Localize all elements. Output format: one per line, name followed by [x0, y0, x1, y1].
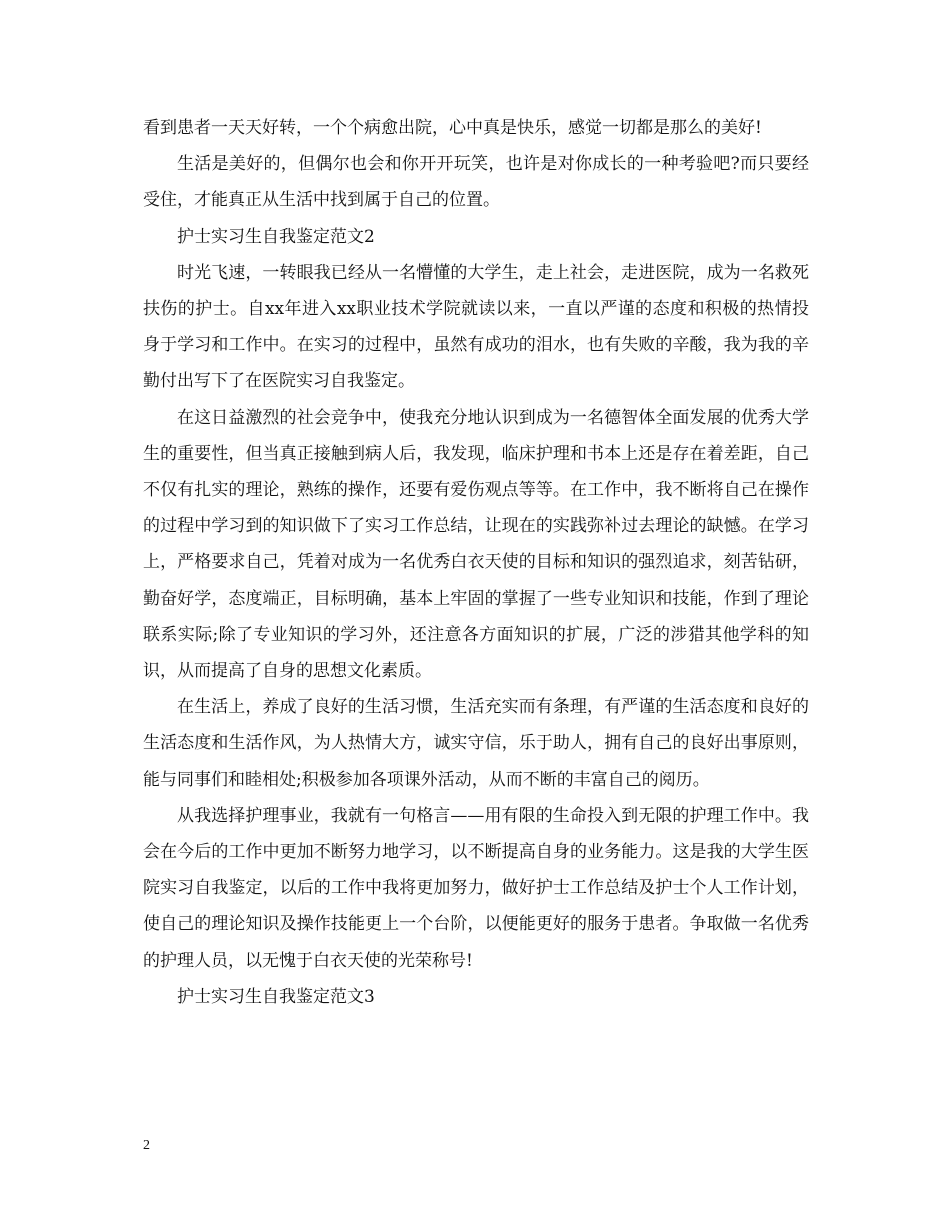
document-body — [143, 110, 809, 1015]
paragraph: 从我选择护理事业，我就有一句格言——用有限的生命投入到无限的护理工作中。我会在今后的工作中更加不断努力地学习，以不断提高自身的业务能力。这是我的大学生医院实习自我鉴定，以后的工作中我将更加努力，做好护士工作总结及护士个人工作计划，使自己的理论知识及操作技能更上一个台阶，以便能更好的服务于患者。争取做一名优秀的护理人员，以无愧于白衣天使的光荣称号! — [143, 805, 809, 971]
paragraph: 看到患者一天天好转，一个个病愈出院，心中真是快乐，感觉一切都是那么的美好! — [143, 118, 762, 138]
section-heading: 护士实习生自我鉴定范文2 — [177, 226, 375, 247]
paragraph: 在这日益激烈的社会竞争中，使我充分地认识到成为一名德智体全面发展的优秀大学生的重要性，但当真正接触到病人后，我发现，临床护理和书本上还是存在着差距，自己不仅有扎实的理论，熟练的操作，还要有爱伤观点等等。在工作中，我不断将自己在操作的过程中学习到的知识做下了实习工作总结，让现在的实践弥补过去理论的缺憾。在学习上，严格要求自己，凭着对成为一名优秀白衣天使的目标和知识的强烈追求，刻苦钻研，勤奋好学，态度端正，目标明确，基本上牢固的掌握了一些专业知识和技能，作到了理论联系实际;除了专业知识的学习外，还注意各方面知识的扩展，广泛的涉猎其他学科的知识，从而提高了自身的思想文化素质。 — [143, 407, 809, 682]
section-heading: 护士实习生自我鉴定范文3 — [177, 986, 375, 1007]
paragraph: 在生活上，养成了良好的生活习惯，生活充实而有条理，有严谨的生活态度和良好的生活态度和生活作风，为人热情大方，诚实守信，乐于助人，拥有自己的良好出事原则，能与同事们和睦相处;积极参加各项课外活动，从而不断的丰富自己的阅历。 — [143, 697, 809, 790]
page-number: 2 — [143, 1138, 150, 1153]
paragraph: 时光飞速，一转眼我已经从一名懵懂的大学生，走上社会，走进医院，成为一名救死扶伤的护士。自xx年进入xx职业技术学院就读以来，一直以严谨的态度和积极的热情投身于学习和工作中。在实习的过程中，虽然有成功的泪水，也有失败的辛酸，我为我的辛勤付出写下了在医院实习自我鉴定。 — [143, 262, 809, 392]
paragraph: 生活是美好的，但偶尔也会和你开开玩笑，也许是对你成长的一种考验吧?而只要经受住，才能真正从生活中找到属于自己的位置。 — [143, 154, 809, 211]
